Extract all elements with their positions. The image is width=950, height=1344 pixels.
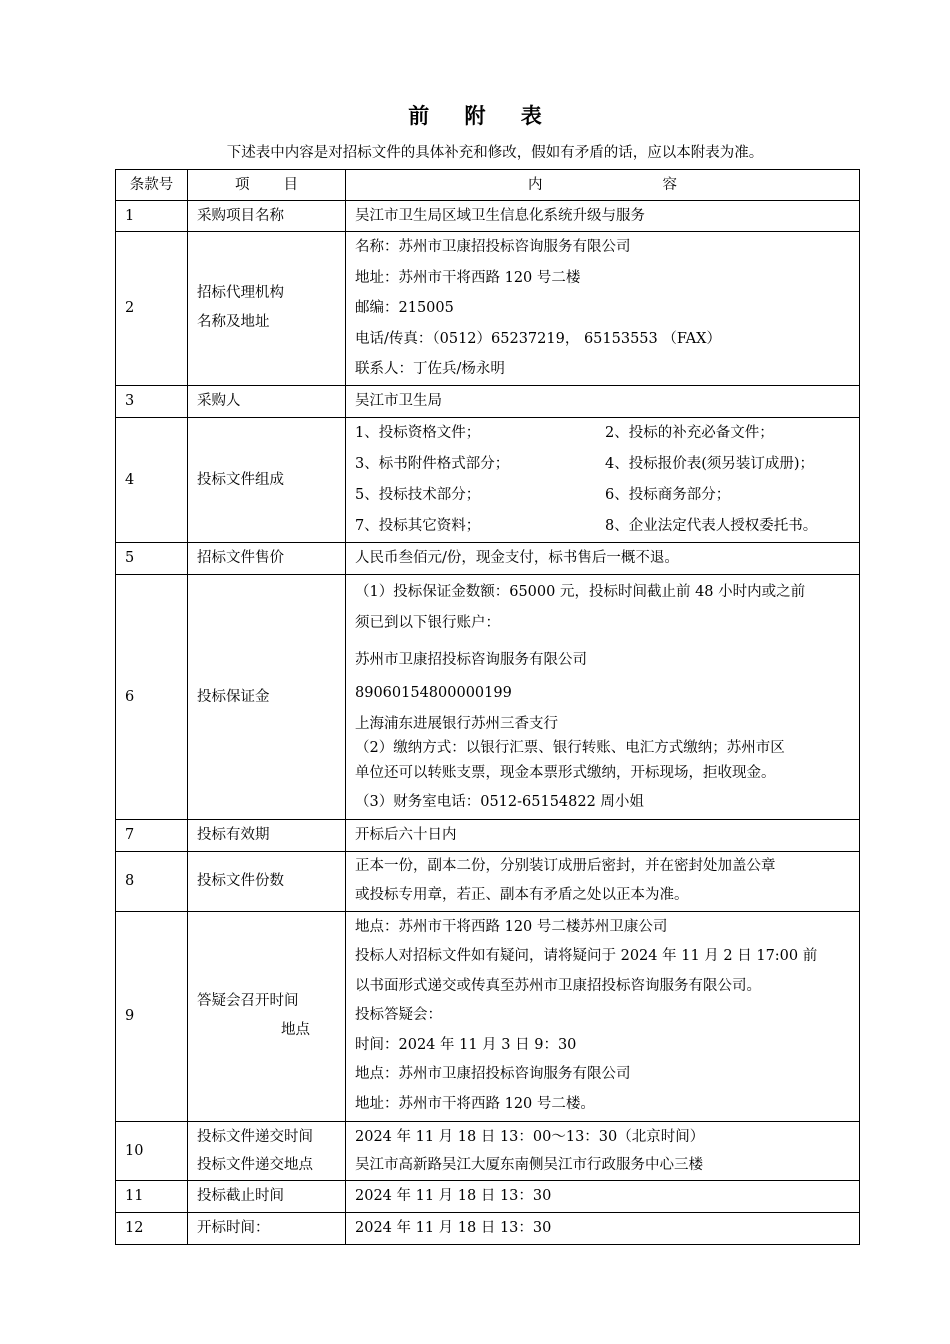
bank-name: 上海浦东进展银行苏州三香支行 <box>355 716 558 732</box>
payment-method-cont: 单位还可以转账支票，现金本票形式缴纳，开标现场，拒收现金。 <box>355 765 776 781</box>
table-row <box>116 542 860 574</box>
table-row <box>116 385 860 417</box>
clause-no: 12 <box>116 1212 188 1244</box>
item-content: 人民币叁佰元/份，现金支付，标书售后一概不退。 <box>346 542 860 574</box>
list-item: 4、投标报价表(须另装订成册)； <box>605 455 815 472</box>
clause-no: 4 <box>116 417 188 542</box>
list-item: 8、企业法定代表人授权委托书。 <box>605 517 818 534</box>
item-name <box>188 1121 346 1180</box>
clause-no: 3 <box>116 385 188 417</box>
item-name-line: 答疑会召开时间 <box>197 993 299 1009</box>
qa-meeting: 投标答疑会： <box>355 1007 442 1024</box>
agency-address: 地址：苏州市干将西路 120 号二楼 <box>355 269 581 286</box>
table-row <box>116 1121 860 1180</box>
table-row <box>116 1180 860 1212</box>
bank-account-number: 89060154800000199 <box>355 685 512 701</box>
list-item: 6、投标商务部分； <box>605 486 731 503</box>
item-name-line: 地点 <box>281 1022 310 1038</box>
clause-no: 11 <box>116 1180 188 1212</box>
submission-place: 吴江市高新路吴江大厦东南侧吴江市行政服务中心三楼 <box>355 1156 703 1173</box>
clause-no: 9 <box>116 911 188 1121</box>
submission-time: 2024 年 11 月 18 日 13：00～13：30（北京时间） <box>355 1128 705 1145</box>
item-content <box>346 232 860 386</box>
item-name-line: 投标文件递交地点 <box>197 1156 313 1173</box>
item-name <box>188 232 346 386</box>
qa-time: 时间：2024 年 11 月 3 日 9：30 <box>355 1036 577 1053</box>
table-header-row <box>116 170 860 201</box>
attachment-table <box>115 169 860 1245</box>
clause-no: 1 <box>116 201 188 232</box>
header-content-b: 容 <box>662 177 677 193</box>
payment-method: （2）缴纳方式：以银行汇票、银行转账、电汇方式缴纳；苏州市区 <box>355 740 785 756</box>
list-item: 2、投标的补充必备文件； <box>605 424 774 441</box>
agency-postcode: 邮编：215005 <box>355 300 454 316</box>
item-content <box>346 851 860 911</box>
document-list <box>355 418 850 542</box>
table-row <box>116 851 860 911</box>
item-content <box>346 574 860 819</box>
table-row <box>116 417 860 542</box>
deposit-amount-cont: 须已到以下银行账户： <box>355 615 500 631</box>
qa-place: 地点：苏州市卫康招投标咨询服务有限公司 <box>355 1066 631 1083</box>
item-name: 投标截止时间 <box>188 1180 346 1212</box>
item-content: 吴江市卫生局 <box>346 385 860 417</box>
item-name: 开标时间： <box>188 1212 346 1244</box>
finance-phone: （3）财务室电话：0512-65154822 周小姐 <box>355 794 644 810</box>
page-title: 前 附 表 <box>408 104 556 128</box>
item-content: 吴江市卫生局区域卫生信息化系统升级与服务 <box>346 201 860 232</box>
item-name: 采购人 <box>188 385 346 417</box>
clause-no: 2 <box>116 232 188 386</box>
item-name <box>188 911 346 1121</box>
item-name: 投标有效期 <box>188 819 346 851</box>
clause-no: 10 <box>116 1121 188 1180</box>
item-content: 开标后六十日内 <box>346 819 860 851</box>
header-content-a: 内 <box>528 177 543 193</box>
copies-note: 正本一份，副本二份，分别装订成册后密封，并在密封处加盖公章 <box>355 858 776 874</box>
clause-no: 8 <box>116 851 188 911</box>
table-row <box>116 911 860 1121</box>
header-clause-no: 条款号 <box>116 170 188 201</box>
item-name: 招标文件售价 <box>188 542 346 574</box>
item-content <box>346 417 860 542</box>
item-name: 投标文件组成 <box>188 417 346 542</box>
table-row <box>116 232 860 386</box>
deposit-amount: （1）投标保证金数额：65000 元，投标时间截止前 48 小时内或之前 <box>355 584 806 600</box>
qa-deadline-cont: 以书面形式递交或传真至苏州市卫康招投标咨询服务有限公司。 <box>355 977 761 994</box>
item-name: 投标保证金 <box>188 574 346 819</box>
list-item: 7、投标其它资料； <box>355 517 481 534</box>
item-content <box>346 911 860 1121</box>
table-row <box>116 1212 860 1244</box>
header-content <box>346 170 860 201</box>
table-intro: 下述表中内容是对招标文件的具体补充和修改，假如有矛盾的话，应以本附表为准。 <box>226 145 764 161</box>
agency-contact: 联系人：丁佐兵/杨永明 <box>355 361 505 377</box>
agency-name: 名称：苏州市卫康招投标咨询服务有限公司 <box>355 239 631 255</box>
qa-address: 地址：苏州市干将西路 120 号二楼。 <box>355 1095 595 1112</box>
qa-deadline: 投标人对招标文件如有疑问，请将疑问于 2024 年 11 月 2 日 17:00 前 <box>355 948 818 965</box>
copies-note-cont: 或投标专用章，若正、副本有矛盾之处以正本为准。 <box>355 887 689 903</box>
list-item: 5、投标技术部分； <box>355 486 481 503</box>
header-item: 项目 <box>188 170 346 201</box>
clause-no: 6 <box>116 574 188 819</box>
item-content <box>346 1121 860 1180</box>
item-name: 投标文件份数 <box>188 851 346 911</box>
item-name-line: 名称及地址 <box>197 314 270 331</box>
agency-phone: 电话/传真：（0512）65237219， 65153553 （FAX） <box>355 330 721 347</box>
qa-location: 地点：苏州市干将西路 120 号二楼苏州卫康公司 <box>355 918 668 935</box>
item-content: 2024 年 11 月 18 日 13：30 <box>346 1212 860 1244</box>
list-item: 3、标书附件格式部分； <box>355 455 510 472</box>
clause-no: 7 <box>116 819 188 851</box>
bank-account-name: 苏州市卫康招投标咨询服务有限公司 <box>355 652 587 668</box>
list-item: 1、投标资格文件； <box>355 424 481 441</box>
clause-no: 5 <box>116 542 188 574</box>
table-row <box>116 574 860 819</box>
table-row <box>116 819 860 851</box>
item-content: 2024 年 11 月 18 日 13：30 <box>346 1180 860 1212</box>
item-name: 采购项目名称 <box>188 201 346 232</box>
item-name-line: 招标代理机构 <box>197 285 284 302</box>
table-row <box>116 201 860 232</box>
item-name-line: 投标文件递交时间 <box>197 1128 313 1145</box>
